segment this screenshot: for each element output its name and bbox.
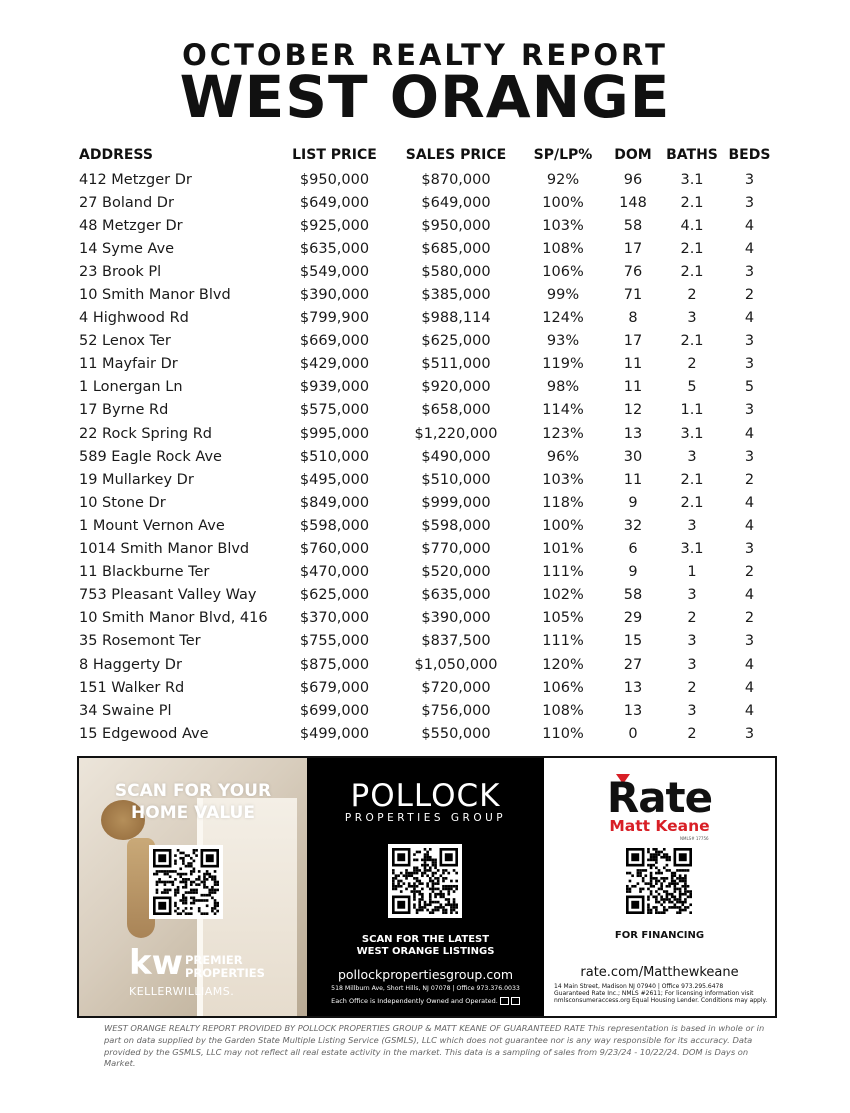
cell-beds: 2 — [744, 287, 755, 304]
pollock-website-link[interactable]: pollockpropertiesgroup.com — [337, 967, 514, 982]
cell-sp-lp: 106% — [542, 263, 584, 280]
cell-sales-price: $625,000 — [421, 333, 491, 350]
table-row — [77, 584, 777, 607]
cell-sales-price: $720,000 — [421, 679, 491, 696]
cell-sp-lp: 108% — [542, 240, 584, 257]
table-row — [77, 630, 777, 653]
cell-list-price: $849,000 — [299, 494, 370, 511]
cell-beds: 4 — [744, 702, 755, 719]
equal-housing-icon — [500, 997, 509, 1005]
cell-beds: 3 — [744, 633, 755, 650]
cell-baths: 2.1 — [680, 494, 704, 511]
cell-dom: 58 — [623, 587, 643, 604]
cell-sales-price: $770,000 — [421, 541, 491, 558]
cell-beds: 4 — [744, 217, 755, 234]
cell-dom: 58 — [623, 217, 643, 234]
pollock-address: 518 Millburn Ave, Short Hills, NJ 07078 | Office 973.376.0033 — [331, 985, 520, 992]
cell-beds: 3 — [744, 402, 755, 419]
cell-baths: 1 — [687, 564, 697, 581]
cell-dom: 11 — [623, 356, 643, 373]
cell-beds: 3 — [744, 448, 755, 465]
table-row — [77, 491, 777, 514]
col-header-beds: BEDS — [728, 147, 771, 163]
kw-qr-code[interactable] — [149, 845, 223, 919]
cell-list-price: $760,000 — [299, 541, 370, 558]
cell-address: 11 Mayfair Dr — [79, 356, 178, 373]
cell-baths: 3.1 — [680, 171, 704, 188]
cell-dom: 29 — [623, 610, 643, 627]
cell-list-price: $649,000 — [299, 194, 370, 211]
cell-beds: 3 — [744, 171, 755, 188]
pollock-qr-code[interactable] — [388, 844, 462, 918]
kw-premier-text: PREMIER PROPERTIES — [185, 953, 265, 980]
cell-address: 11 Blackburne Ter — [79, 564, 210, 581]
cell-list-price: $370,000 — [299, 610, 370, 627]
cell-list-price: $510,000 — [299, 448, 370, 465]
cell-baths: 2 — [687, 725, 697, 742]
table-row — [77, 260, 777, 283]
cell-address: 19 Mullarkey Dr — [79, 471, 194, 488]
cell-dom: 8 — [628, 310, 638, 327]
cell-dom: 9 — [628, 494, 638, 511]
cell-address: 35 Rosemont Ter — [79, 633, 201, 650]
table-row — [77, 237, 777, 260]
kw-logo: kw — [129, 943, 184, 983]
cell-list-price: $679,000 — [299, 679, 370, 696]
cell-beds: 5 — [744, 379, 755, 396]
realtor-icon — [511, 997, 520, 1005]
cell-dom: 76 — [623, 263, 643, 280]
cell-list-price: $429,000 — [299, 356, 370, 373]
cell-list-price: $699,000 — [299, 702, 370, 719]
cell-baths: 3.1 — [680, 541, 704, 558]
cell-dom: 17 — [623, 240, 643, 257]
cell-dom: 6 — [628, 541, 638, 558]
cell-dom: 13 — [623, 679, 643, 696]
cell-sales-price: $870,000 — [421, 171, 491, 188]
table-row — [77, 514, 777, 537]
kw-panel — [79, 758, 307, 1016]
cell-baths: 2.1 — [680, 263, 704, 280]
cell-sales-price: $920,000 — [421, 379, 491, 396]
cell-list-price: $669,000 — [299, 333, 370, 350]
cell-baths: 2.1 — [680, 471, 704, 488]
cell-address: 589 Eagle Rock Ave — [79, 448, 222, 465]
cell-address: 22 Rock Spring Rd — [79, 425, 213, 442]
cell-dom: 27 — [623, 656, 643, 673]
cell-beds: 4 — [744, 425, 755, 442]
table-row — [77, 191, 777, 214]
table-row — [77, 607, 777, 630]
cell-sp-lp: 103% — [542, 217, 584, 234]
cell-baths: 5 — [687, 379, 697, 396]
cell-beds: 3 — [744, 263, 755, 280]
cell-sales-price: $756,000 — [421, 702, 491, 719]
rate-agent-name: Matt Keane — [609, 817, 710, 835]
table-row — [77, 307, 777, 330]
cell-sales-price: $685,000 — [421, 240, 491, 257]
table-row — [77, 561, 777, 584]
table-row — [77, 468, 777, 491]
table-row — [77, 283, 777, 306]
table-row — [77, 422, 777, 445]
cell-beds: 3 — [744, 333, 755, 350]
cell-baths: 3 — [687, 517, 697, 534]
cell-sp-lp: 92% — [546, 171, 580, 188]
cell-baths: 3 — [687, 656, 697, 673]
table-row — [77, 353, 777, 376]
cell-sales-price: $658,000 — [421, 402, 491, 419]
cell-dom: 0 — [628, 725, 638, 742]
col-header-sales-price: SALES PRICE — [405, 147, 507, 163]
cell-sp-lp: 114% — [542, 402, 584, 419]
cell-beds: 3 — [744, 541, 755, 558]
cell-baths: 3.1 — [680, 425, 704, 442]
cell-list-price: $499,000 — [299, 725, 370, 742]
cell-baths: 2.1 — [680, 333, 704, 350]
cell-sp-lp: 110% — [542, 725, 584, 742]
table-row — [77, 445, 777, 468]
rate-website-link[interactable]: rate.com/Matthewkeane — [580, 965, 739, 980]
cell-list-price: $939,000 — [299, 379, 370, 396]
table-row — [77, 214, 777, 237]
cell-beds: 4 — [744, 656, 755, 673]
cell-address: 8 Haggerty Dr — [79, 656, 182, 673]
cell-sales-price: $1,050,000 — [414, 656, 498, 673]
cell-sp-lp: 111% — [542, 564, 584, 581]
cell-baths: 3 — [687, 448, 697, 465]
cell-baths: 2 — [687, 679, 697, 696]
cell-sales-price: $635,000 — [421, 587, 491, 604]
cell-dom: 11 — [623, 379, 643, 396]
table-header-row — [77, 142, 777, 168]
cell-address: 1 Lonergan Ln — [79, 379, 183, 396]
cell-list-price: $925,000 — [299, 217, 370, 234]
cell-list-price: $598,000 — [299, 517, 370, 534]
cell-address: 15 Edgewood Ave — [79, 725, 209, 742]
cell-list-price: $755,000 — [299, 633, 370, 650]
cell-sp-lp: 98% — [546, 379, 580, 396]
pollock-note: Each Office is Independently Owned and Operated. — [307, 997, 544, 1005]
cell-baths: 2 — [687, 610, 697, 627]
col-header-address: ADDRESS — [79, 147, 153, 163]
cell-sp-lp: 100% — [542, 194, 584, 211]
pollock-scan-text: SCAN FOR THE LATEST WEST ORANGE LISTINGS — [356, 934, 495, 957]
cell-sp-lp: 111% — [542, 633, 584, 650]
cell-baths: 3 — [687, 587, 697, 604]
pollock-panel — [307, 758, 544, 1016]
col-header-list-price: LIST PRICE — [292, 147, 377, 163]
cell-sales-price: $550,000 — [421, 725, 491, 742]
rate-panel — [544, 758, 775, 1016]
table-row — [77, 538, 777, 561]
cell-address: 34 Swaine Pl — [79, 702, 172, 719]
cell-dom: 32 — [623, 517, 643, 534]
pollock-logo: POLLOCK — [350, 778, 501, 814]
col-header-dom: DOM — [614, 147, 652, 163]
cell-baths: 4.1 — [680, 217, 704, 234]
cell-beds: 3 — [744, 194, 755, 211]
cell-beds: 4 — [744, 517, 755, 534]
cell-sales-price: $988,114 — [421, 310, 491, 327]
pollock-subtitle: PROPERTIES GROUP — [344, 812, 507, 824]
cell-list-price: $875,000 — [299, 656, 370, 673]
cell-sales-price: $837,500 — [421, 633, 491, 650]
cell-sp-lp: 99% — [546, 287, 580, 304]
rate-financing-text: FOR FINANCING — [614, 930, 705, 941]
cell-sales-price: $1,220,000 — [414, 425, 498, 442]
rate-qr-code[interactable] — [622, 844, 696, 918]
cell-list-price: $470,000 — [299, 564, 370, 581]
cell-sales-price: $510,000 — [421, 471, 491, 488]
cell-address: 14 Syme Ave — [79, 240, 175, 257]
cell-list-price: $549,000 — [299, 263, 370, 280]
cell-address: 753 Pleasant Valley Way — [79, 587, 257, 604]
cell-dom: 17 — [623, 333, 643, 350]
cell-beds: 2 — [744, 564, 755, 581]
cell-dom: 148 — [619, 194, 647, 211]
cell-address: 4 Highwood Rd — [79, 310, 189, 327]
cell-beds: 2 — [744, 471, 755, 488]
cell-baths: 2.1 — [680, 240, 704, 257]
cell-beds: 4 — [744, 679, 755, 696]
sales-table — [77, 142, 777, 745]
table-row — [77, 330, 777, 353]
cell-address: 48 Metzger Dr — [79, 217, 183, 234]
cell-baths: 2 — [687, 356, 697, 373]
cell-list-price: $495,000 — [299, 471, 370, 488]
cell-dom: 11 — [623, 471, 643, 488]
kw-keller-williams: KELLERWILLIAMS. — [129, 985, 235, 998]
cell-sales-price: $950,000 — [421, 217, 491, 234]
col-header-baths: BATHS — [666, 147, 718, 163]
cell-sp-lp: 96% — [546, 448, 580, 465]
cell-dom: 30 — [623, 448, 643, 465]
col-header-sp-lp: SP/LP% — [533, 147, 593, 163]
cell-address: 10 Stone Dr — [79, 494, 166, 511]
cell-address: 1 Mount Vernon Ave — [79, 517, 225, 534]
cell-beds: 4 — [744, 310, 755, 327]
cell-sp-lp: 103% — [542, 471, 584, 488]
cell-dom: 71 — [623, 287, 643, 304]
rate-logo: Rate — [606, 773, 713, 822]
cell-address: 23 Brook Pl — [79, 263, 162, 280]
cell-address: 10 Smith Manor Blvd, 416 — [79, 610, 268, 627]
cell-sp-lp: 124% — [542, 310, 584, 327]
rate-nmls: NMLS# 17756 — [680, 836, 709, 841]
cell-address: 52 Lenox Ter — [79, 333, 171, 350]
cell-beds: 3 — [744, 356, 755, 373]
table-row — [77, 699, 777, 722]
table-row — [77, 676, 777, 699]
cell-beds: 3 — [744, 725, 755, 742]
cell-dom: 13 — [623, 425, 643, 442]
cell-baths: 3 — [687, 633, 697, 650]
cell-beds: 4 — [744, 494, 755, 511]
cell-address: 412 Metzger Dr — [79, 171, 192, 188]
cell-dom: 96 — [623, 171, 643, 188]
table-row — [77, 168, 777, 191]
kw-scan-text: SCAN FOR YOUR HOME VALUE — [114, 781, 272, 823]
cell-dom: 15 — [623, 633, 643, 650]
cell-beds: 4 — [744, 587, 755, 604]
table-row — [77, 722, 777, 745]
rate-fine-print: 14 Main Street, Madison NJ 07940 | Office 973.295.6478 Guaranteed Rate Inc.; NMLS #2611; For licensing information visit nmlsconsumeraccess.org Equal Housing Lender. Conditions may apply. — [554, 983, 768, 1004]
cell-baths: 1.1 — [680, 402, 704, 419]
cell-sales-price: $520,000 — [421, 564, 491, 581]
cell-list-price: $575,000 — [299, 402, 370, 419]
cell-address: 151 Walker Rd — [79, 679, 185, 696]
cell-sales-price: $490,000 — [421, 448, 491, 465]
cell-list-price: $390,000 — [299, 287, 370, 304]
cell-list-price: $799,900 — [299, 310, 370, 327]
cell-sp-lp: 101% — [542, 541, 584, 558]
advert-banner — [77, 756, 777, 1018]
cell-sp-lp: 105% — [542, 610, 584, 627]
cell-sp-lp: 100% — [542, 517, 584, 534]
cell-sp-lp: 123% — [542, 425, 584, 442]
table-row — [77, 399, 777, 422]
cell-sp-lp: 93% — [546, 333, 580, 350]
cell-dom: 13 — [623, 702, 643, 719]
cell-sp-lp: 119% — [542, 356, 584, 373]
cell-baths: 2.1 — [680, 194, 704, 211]
cell-sales-price: $999,000 — [421, 494, 491, 511]
cell-address: 1014 Smith Manor Blvd — [79, 541, 250, 558]
disclaimer: WEST ORANGE REALTY REPORT PROVIDED BY POLLOCK PROPERTIES GROUP & MATT KEANE OF GUARANTEED RATE This representation is based in whole or in part on data supplied by the Garden State Multiple Listing Service (GSMLS), LLC which does not guarantee nor is any way responsible for its accuracy. Data provided by the GSMLS, LLC may not reflect all real estate activity in the market. This data is a sampling of sales from 9/23/24 - 10/22/24. DOM is Days on Market. — [104, 1023, 765, 1069]
cell-sp-lp: 120% — [542, 656, 584, 673]
cell-baths: 2 — [687, 287, 697, 304]
cell-beds: 4 — [744, 240, 755, 257]
cell-sales-price: $390,000 — [421, 610, 491, 627]
cell-dom: 9 — [628, 564, 638, 581]
cell-sales-price: $511,000 — [421, 356, 491, 373]
cell-address: 10 Smith Manor Blvd — [79, 287, 231, 304]
cell-beds: 2 — [744, 610, 755, 627]
cell-list-price: $635,000 — [299, 240, 370, 257]
cell-sales-price: $598,000 — [421, 517, 491, 534]
cell-baths: 3 — [687, 702, 697, 719]
cell-list-price: $950,000 — [299, 171, 370, 188]
table-row — [77, 653, 777, 676]
cell-sales-price: $580,000 — [421, 263, 491, 280]
cell-sp-lp: 108% — [542, 702, 584, 719]
cell-list-price: $625,000 — [299, 587, 370, 604]
cell-address: 27 Boland Dr — [79, 194, 174, 211]
report-title: WEST ORANGE — [179, 63, 671, 131]
cell-sales-price: $385,000 — [421, 287, 491, 304]
cell-sp-lp: 106% — [542, 679, 584, 696]
cell-baths: 3 — [687, 310, 697, 327]
cell-sp-lp: 102% — [542, 587, 584, 604]
cell-address: 17 Byrne Rd — [79, 402, 169, 419]
cell-sales-price: $649,000 — [421, 194, 491, 211]
cell-dom: 12 — [623, 402, 643, 419]
cell-list-price: $995,000 — [299, 425, 370, 442]
cell-sp-lp: 118% — [542, 494, 584, 511]
table-row — [77, 376, 777, 399]
report-subtitle: OCTOBER REALTY REPORT — [182, 38, 668, 72]
